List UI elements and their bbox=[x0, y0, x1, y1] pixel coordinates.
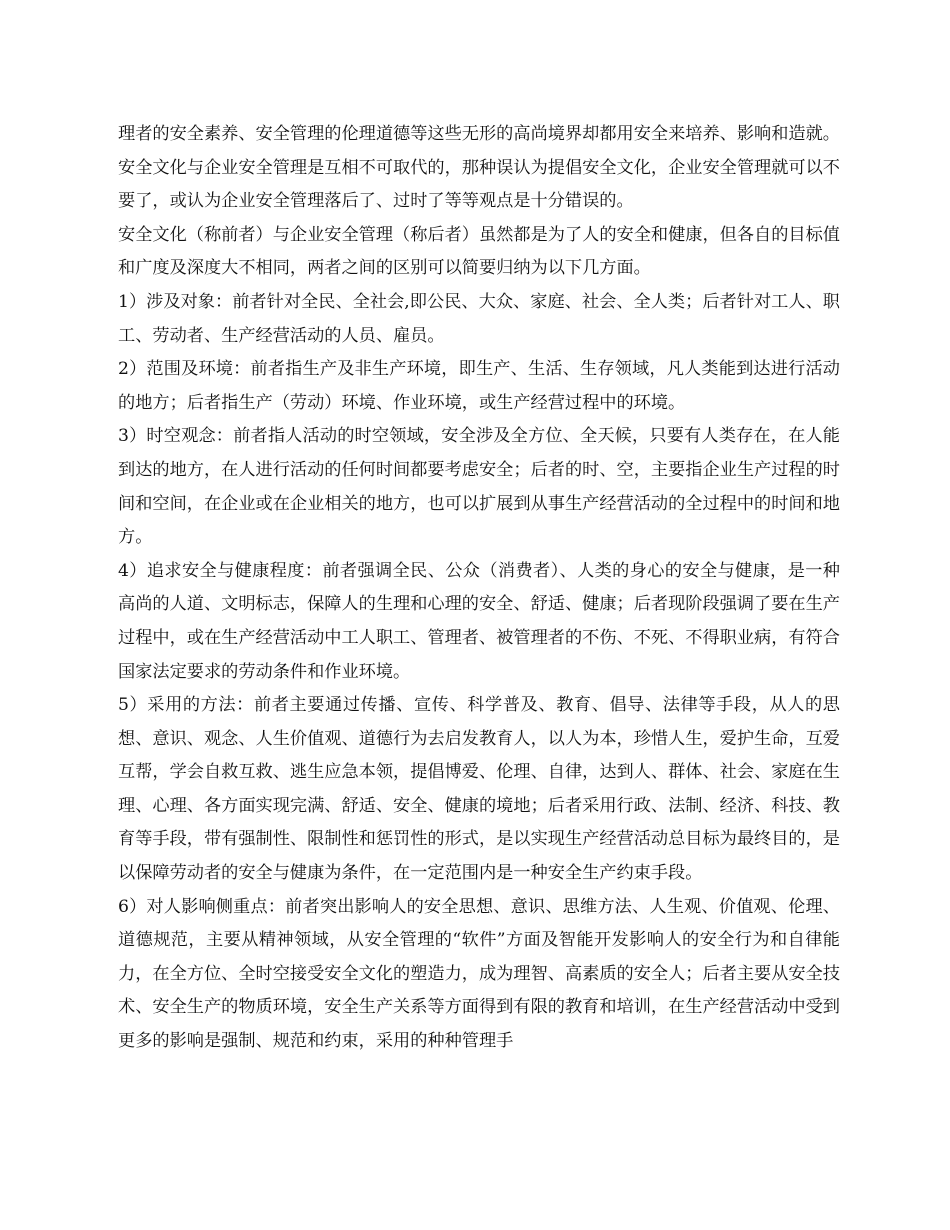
paragraph-intro-continuation: 理者的安全素养、安全管理的伦理道德等这些无形的高尚境界却都用安全来培养、影响和造就。安全文化与企业安全管理是互相不可取代的，那种误认为提倡安全文化，企业安全管理就可以不要了，或认为企业安全管理落后了、过时了等等观点是十分错误的。 bbox=[118, 124, 840, 212]
list-item-scope-environment: 2）范围及环境：前者指生产及非生产环境，即生产、生活、生存领域，凡人类能到达进行活动的地方；后者指生产（劳动）环境、作业环境，或生产经营过程中的环境。 bbox=[118, 359, 840, 413]
list-item-safety-health-level: 4）追求安全与健康程度：前者强调全民、公众（消费者）、人类的身心的安全与健康，是一种高尚的人道、文明标志，保障人的生理和心理的安全、舒适、健康；后者现阶段强调了要在生产过程中，或在生产经营活动中工人职工、管理者、被管理者的不伤、不死、不得职业病，有符合国家法定要求的劳动条件和作业环境。 bbox=[118, 560, 840, 682]
paragraph-comparison-intro: 安全文化（称前者）与企业安全管理（称后者）虽然都是为了人的安全和健康，但各自的目标值和广度及深度大不相同，两者之间的区别可以简要归纳为以下几方面。 bbox=[118, 224, 840, 279]
document-page bbox=[118, 118, 840, 1059]
list-item-influence-focus: 6）对人影响侧重点：前者突出影响人的安全思想、意识、思维方法、人生观、价值观、伦理、道德规范，主要从精神领域，从安全管理的“软件”方面及智能开发影响人的安全行为和自律能力，在全方位、全时空接受安全文化的塑造力，成为理智、高素质的安全人；后者主要从安全技术、安全生产的物质环境，安全生产关系等方面得到有限的教育和培训，在生产经营活动中受到更多的影响是强制、规范和约束，采用的种种管理手 bbox=[118, 896, 840, 1052]
list-item-target-audience: 1）涉及对象：前者针对全民、全社会,即公民、大众、家庭、社会、全人类；后者针对工人、职工、劳动者、生产经营活动的人员、雇员。 bbox=[118, 291, 840, 346]
list-item-methods: 5）采用的方法：前者主要通过传播、宣传、科学普及、教育、倡导、法律等手段，从人的思想、意识、观念、人生价值观、道德行为去启发教育人，以人为本，珍惜人生，爱护生命，互爱互帮，学会自救互救、逃生应急本领，提倡博爱、伦理、自律，达到人、群体、社会、家庭在生理、心理、各方面实现完满、舒适、安全、健康的境地；后者采用行政、法制、经济、科技、教育等手段，带有强制性、限制性和惩罚性的形式，是以实现生产经营活动总目标为最终目的，是以保障劳动者的安全与健康为条件，在一定范围内是一种安全生产约束手段。 bbox=[118, 695, 840, 884]
list-item-time-space: 3）时空观念：前者指人活动的时空领域，安全涉及全方位、全天候，只要有人类存在，在人能到达的地方，在人进行活动的任何时间都要考虑安全；后者的时、空，主要指企业生产过程的时间和空间，在企业或在企业相关的地方，也可以扩展到从事生产经营活动的全过程中的时间和地方。 bbox=[118, 426, 840, 548]
